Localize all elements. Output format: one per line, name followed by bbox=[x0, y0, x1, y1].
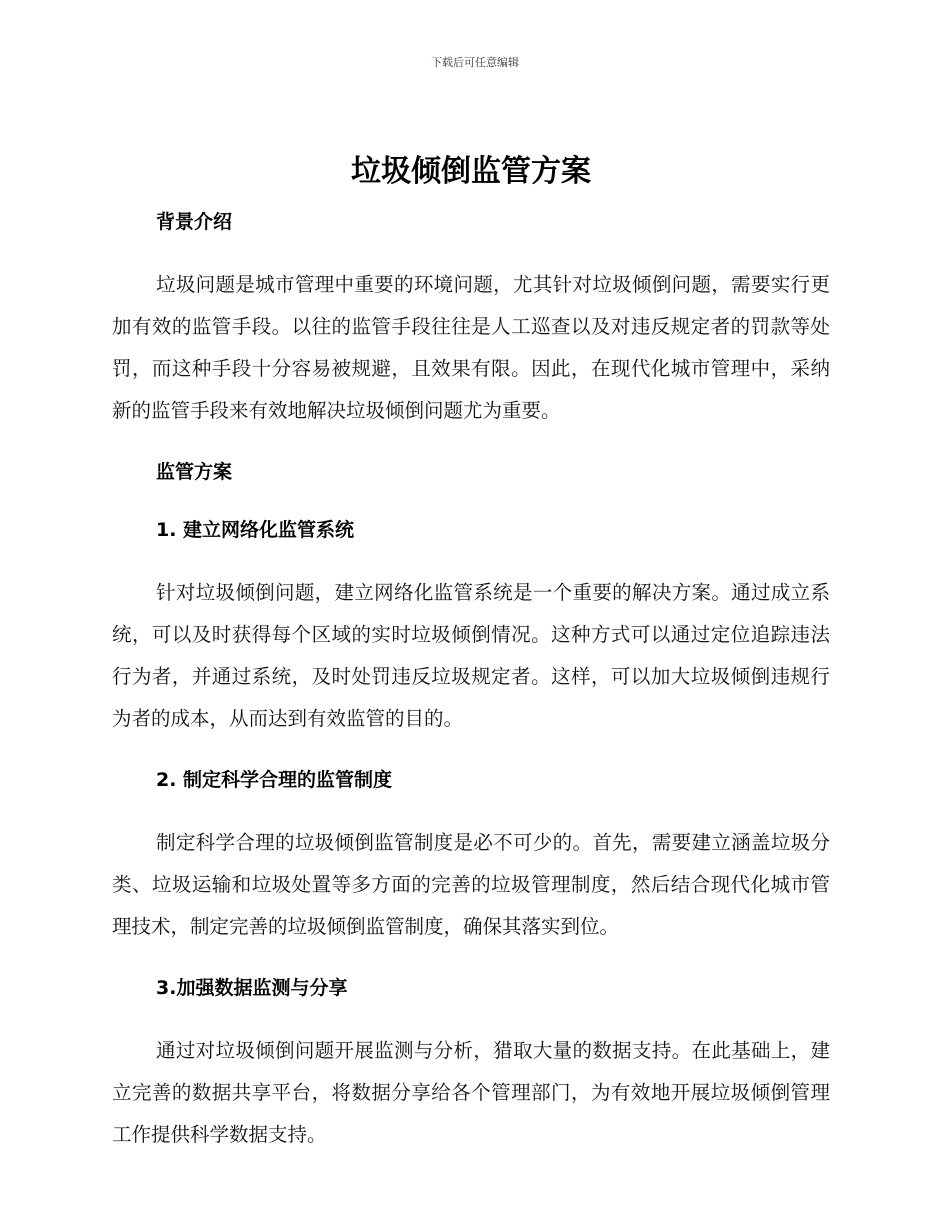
spacer bbox=[112, 948, 830, 974]
spacer bbox=[112, 794, 830, 822]
section-heading-background: 背景介绍 bbox=[156, 211, 233, 233]
spacer bbox=[112, 486, 830, 516]
item-paragraph-1: 针对垃圾倾倒问题，建立网络化监管系统是一个重要的解决方案。通过成立系统，可以及时获得每个区域的实时垃圾倾倒情况。这种方式可以通过定位追踪违法行为者，并通过系统，及时处罚违反垃圾规定者。这样，可以加大垃圾倾倒违规行为者的成本，从而达到有效监管的目的。 bbox=[112, 581, 830, 730]
item-heading-3: 3.加强数据监测与分享 bbox=[156, 977, 348, 999]
item-paragraph-3: 通过对垃圾倾倒问题开展监测与分析，猎取大量的数据支持。在此基础上，建立完善的数据共享平台，将数据分享给各个管理部门，为有效地开展垃圾倾倒管理工作提供科学数据支持。 bbox=[112, 1039, 830, 1146]
document-content bbox=[112, 150, 830, 1156]
spacer bbox=[112, 544, 830, 572]
section-heading-plan: 监管方案 bbox=[156, 461, 233, 483]
paragraph-background: 垃圾问题是城市管理中重要的环境问题，尤其针对垃圾倾倒问题，需要实行更加有效的监管手段。以往的监管手段往往是人工巡查以及对违反规定者的罚款等处罚，而这种手段十分容易被规避，且效果有限。因此，在现代化城市管理中，采纳新的监管手段来有效地解决垃圾倾倒问题尤为重要。 bbox=[112, 273, 830, 422]
spacer bbox=[112, 432, 830, 458]
document-title: 垃圾倾倒监管方案 bbox=[351, 154, 591, 189]
spacer bbox=[112, 1002, 830, 1030]
item-heading-1: 1. 建立网络化监管系统 bbox=[156, 519, 355, 541]
header-note: 下载后可任意编辑 bbox=[431, 56, 519, 69]
spacer bbox=[112, 740, 830, 766]
spacer bbox=[112, 236, 830, 264]
item-heading-2: 2. 制定科学合理的监管制度 bbox=[156, 769, 393, 791]
item-paragraph-2: 制定科学合理的垃圾倾倒监管制度是必不可少的。首先，需要建立涵盖垃圾分类、垃圾运输和垃圾处置等多方面的完善的垃圾管理制度，然后结合现代化城市管理技术，制定完善的垃圾倾倒监管制度，确保其落实到位。 bbox=[112, 831, 830, 938]
